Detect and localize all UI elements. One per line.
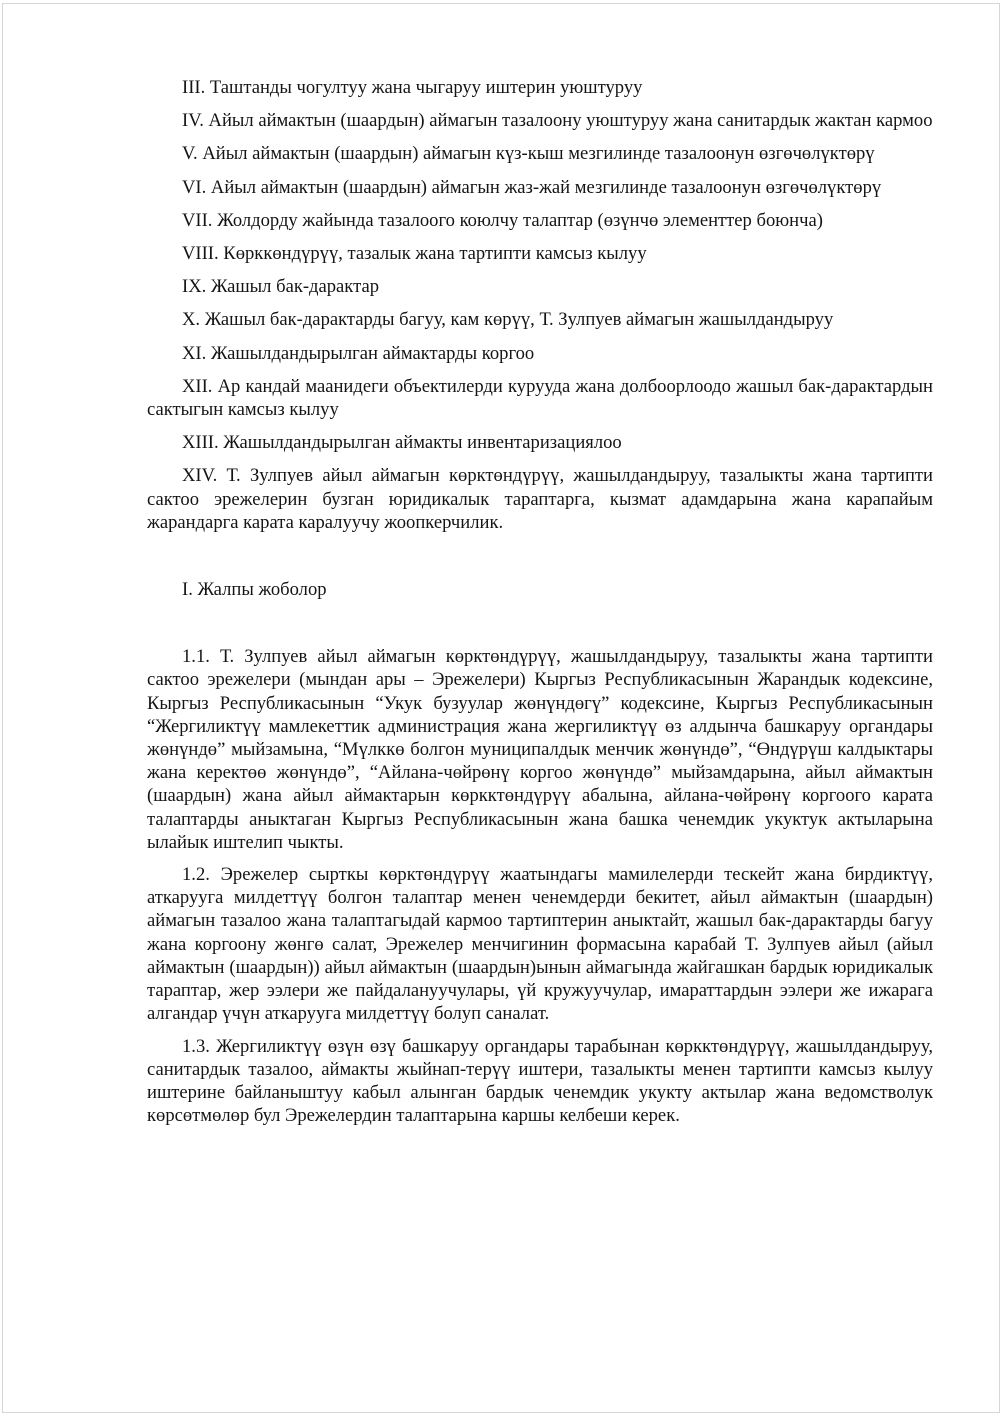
paragraph-1-3: 1.3. Жергиликтүү өзүн өзү башкаруу органдары тарабынан көркктөндүрүү, жашылдандыруу, санитардык тазалоо, аймакты жыйнап-терүү иштери, тазалыкты менен тартипти камсыз кылуу иштерине байланыштуу кабыл алынган бардык ченемдик укукту актылар жана ведомстволук көрсөтмөлөр бул Эрежелердин талаптарына каршы келбеши керек.	[147, 1035, 933, 1127]
toc-item: VII. Жолдорду жайында тазалоого коюлчу талаптар (өзүнчө элементтер боюнча)	[182, 209, 823, 231]
toc-item: XIV. Т. Зулпуев айыл аймагын көрктөндүрүү, жашылдандыруу, тазалыкты жана тартипти сактоо эрежелерин бузган юридикалык тараптарга, кызмат адамдарына жана карапайым жарандарга карата каралуучу жоопкерчилик.	[147, 465, 933, 533]
section-heading: I. Жалпы жоболор	[182, 579, 327, 601]
document-content	[147, 76, 933, 1136]
toc-item: IX. Жашыл бак-дарактар	[182, 276, 379, 298]
toc-item: VI. Айыл аймактын (шаардын) аймагын жаз-жай мезгилинде тазалоонун өзгөчөлүктөрү	[182, 176, 882, 198]
toc-item: V. Айыл аймактын (шаардын) аймагын күз-кыш мезгилинде тазалоонун өзгөчөлүктөрү	[182, 143, 875, 165]
toc-item: XI. Жашылдандырылган аймактарды коргоо	[182, 342, 535, 364]
toc-item: III. Таштанды чогултуу жана чыгаруу иштерин уюштуруу	[182, 77, 643, 98]
toc-item: X. Жашыл бак-дарактарды багуу, кам көрүү, Т. Зулпуев аймагын жашылдандыруу	[182, 309, 834, 331]
toc-item: XII. Ар кандай маанидеги объектилерди курууда жана долбоорлоодо жашыл бак-дарактардын сактыгын камсыз кылуу	[147, 375, 933, 421]
toc-item: VIII. Көрккөндүрүү, тазалык жана тартипти камсыз кылуу	[182, 243, 647, 265]
section-body	[147, 645, 933, 1127]
toc-item: IV. Айыл аймактын (шаардын) аймагын тазалоону уюштуруу жана санитардык жактан кармоо	[182, 110, 933, 132]
toc-item: XIII. Жашылдандырылган аймакты инвентаризациялоо	[182, 432, 622, 454]
paragraph-1-2: 1.2. Эрежелер сырткы көрктөндүрүү жаатындагы мамилелерди тескейт жана бирдиктүү, аткарууга милдеттүү болгон талаптар менен ченемдерди бекитет, айыл аймактын (шаардын) аймагын тазалоо жана талаптагыдай кармоо тартиптерин аныктайт, жашыл бак-дарактарды багуу жана коргоону жөнгө салат, Эрежелер менчигинин формасына карабай Т. Зулпуев айыл (айыл аймактын (шаардын)) айыл аймактын (шаардын)ынын аймагында жайгашкан бардык юридикалык тараптар, жер ээлери же пайдалануучулары, үй кружуучулар, имараттардын ээлери же ижарага алгандар үчүн аткарууга милдеттүү болуп саналат.	[147, 864, 933, 1025]
paragraph-1-1: 1.1. Т. Зулпуев айыл аймагын көрктөндүрүү, жашылдандыруу, тазалыкты жана тартипти сактоо эрежелери (мындан ары – Эрежелери) Кыргыз Республикасынын Жарандык кодексине, Кыргыз Республикасынын “Укук бузуулар жөнүндөгү” кодексине, Кыргыз Республикасынын “Жергиликтүү мамлекеттик администрация жана жергиликтүү өз алдынча башкаруу органдары жөнүндө” мыйзамына, “Мүлккө болгон муниципалдык менчик жөнүндө”, “Өндүрүш калдыктары жана керектөө жөнүндө”, “Айлана-чөйрөнү коргоо жөнүндө” мыйзамдарына, айыл аймактын (шаардын) жана айыл аймактарын көркктөндүрүү абалына, айлана-чөйрөнү коргоого карата талаптарды аныктаган Кыргыз Республикасынын жана башка ченемдик укуктук актыларына ылайык иштелип чыкты.	[147, 646, 933, 853]
table-of-contents	[147, 76, 933, 534]
document-page	[2, 3, 1000, 1413]
